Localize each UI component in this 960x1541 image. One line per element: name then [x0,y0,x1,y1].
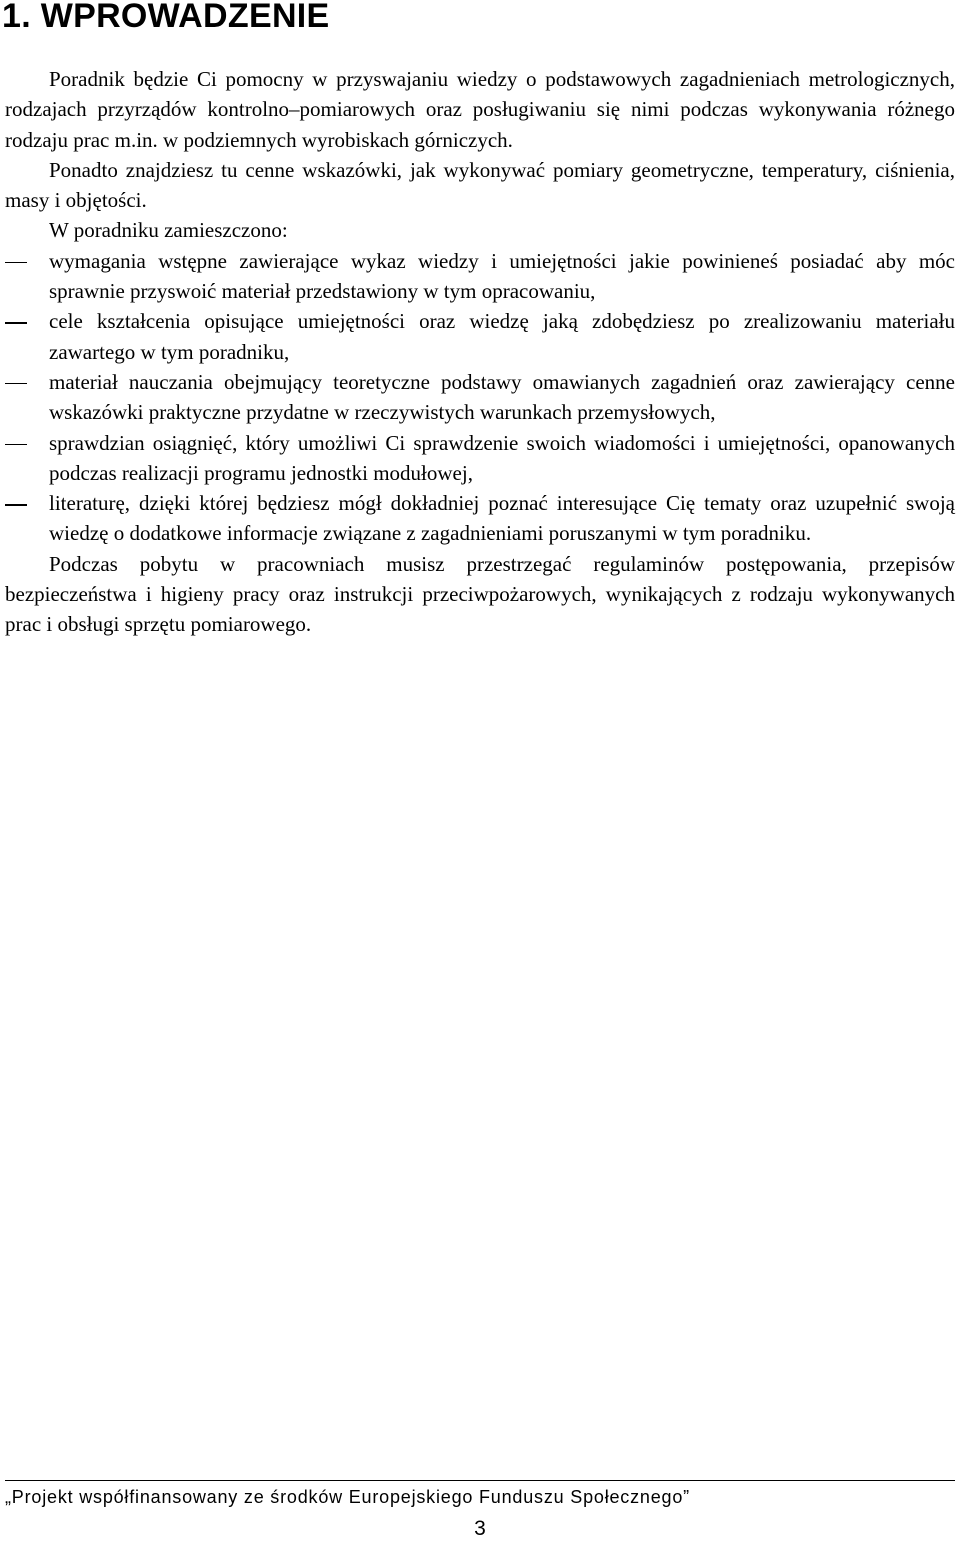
second-paragraph: Ponadto znajdziesz tu cenne wskazówki, jak wykonywać pomiary geometryczne, temperatury, ciśnienia, masy i objętości. [5,157,955,213]
dash-bullet-icon [5,444,27,446]
body-text [5,64,955,640]
intro-paragraph: Poradnik będzie Ci pomocny w przyswajaniu wiedzy o podstawowych zagadnieniach metrologicznych, rodzajach przyrządów kontrolno–pomiarowych oraz posługiwaniu się nimi podczas wykonywania różnego rodzaju prac m.in. w podziemnych wyrobiskach górniczych. [5,67,955,152]
list-item [5,306,955,367]
list-intro-paragraph: W poradniku zamieszczono: [49,218,288,243]
list-item [5,488,955,549]
dash-bullet-icon [5,504,27,506]
contents-list [5,246,955,549]
list-item [5,428,955,489]
list-item [5,246,955,307]
section-heading: 1. WPROWADZENIE [2,0,330,35]
dash-bullet-icon [5,322,27,324]
list-item-text: cele kształcenia opisujące umiejętności oraz wiedzę jaką zdobędziesz po zrealizowaniu materiału zawartego w tym poradniku, [49,309,955,364]
dash-bullet-icon [5,383,27,385]
dash-bullet-icon [5,262,27,264]
footer-divider [5,1480,955,1481]
list-item-text: literaturę, dzięki której będziesz mógł dokładniej poznać interesujące Cię tematy oraz uzupełnić swoją wiedzę o dodatkowe informacje związane z zagadnieniami poruszanymi w tym poradniku. [49,491,955,546]
footer-note: „Projekt współfinansowany ze środków Europejskiego Funduszu Społecznego” [5,1487,690,1507]
list-item [5,367,955,428]
list-item-text: wymagania wstępne zawierające wykaz wiedzy i umiejętności jakie powinieneś posiadać aby móc sprawnie przyswoić materiał przedstawiony w tym opracowaniu, [49,248,955,304]
closing-paragraph: Podczas pobytu w pracowniach musisz przestrzegać regulaminów postępowania, przepisów bezpieczeństwa i higieny pracy oraz instrukcji przeciwpożarowych, wynikających z rodzaju wykonywanych prac i obsługi sprzętu pomiarowego. [5,551,955,637]
list-item-text: sprawdzian osiągnięć, który umożliwi Ci sprawdzenie swoich wiadomości i umiejętności, opanowanych podczas realizacji programu jednostki modułowej, [49,430,955,485]
page-number: 3 [474,1517,486,1540]
list-item-text: materiał nauczania obejmujący teoretyczne podstawy omawianych zagadnień oraz zawierający cenne wskazówki praktyczne przydatne w rzeczywistych warunkach przemysłowych, [49,369,955,425]
